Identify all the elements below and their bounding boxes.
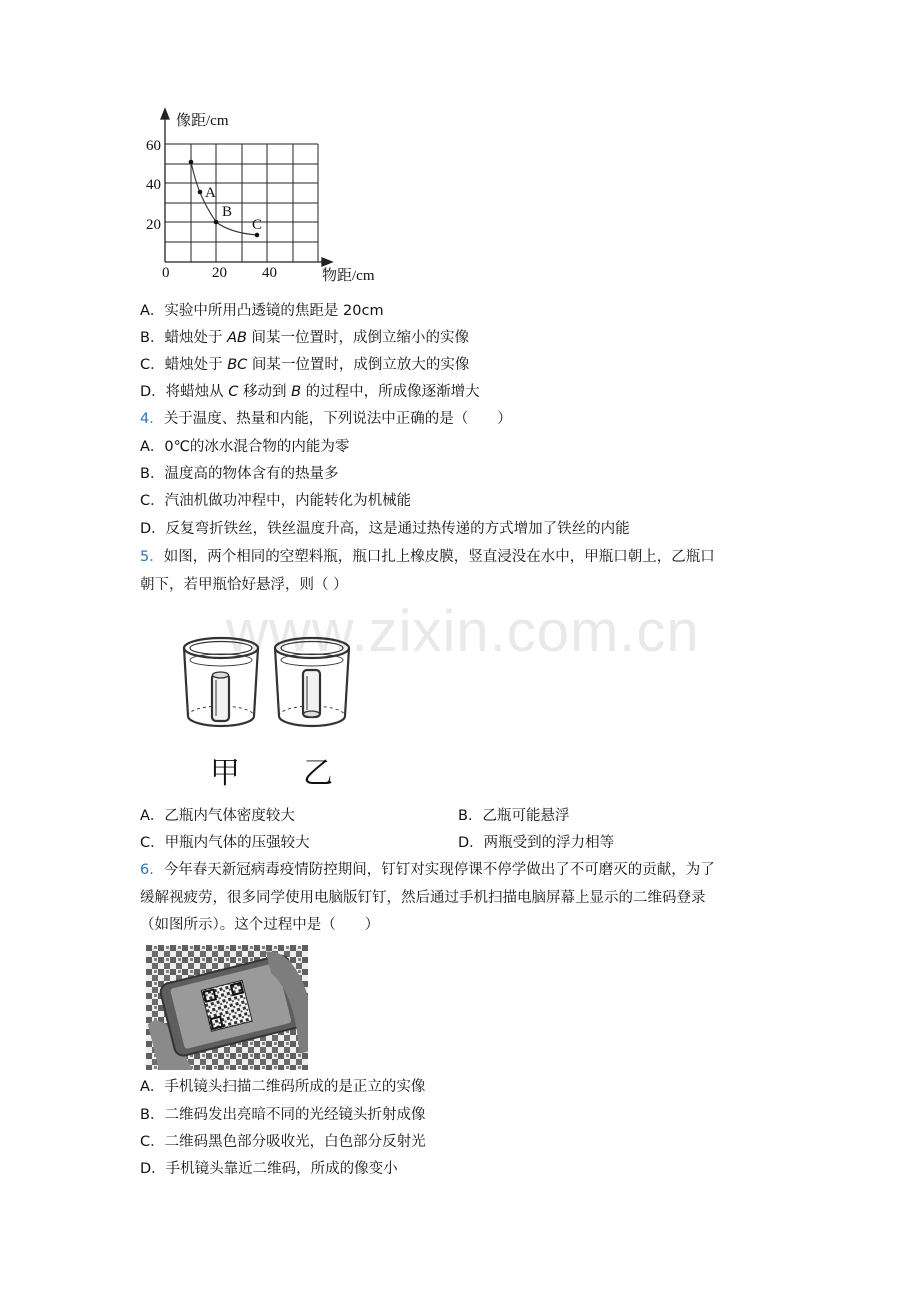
point-label-a: A: [205, 185, 216, 201]
q6-option-a: A．手机镜头扫描二维码所成的是正立的实像: [140, 1079, 426, 1095]
y-tick-20: 20: [146, 217, 161, 233]
q4-option-c: C．汽油机做功冲程中，内能转化为机械能: [140, 493, 412, 509]
watermark: www.zixin.com.cn: [226, 599, 700, 664]
point-label-b: B: [222, 204, 233, 220]
q6-option-c: C．二维码黑色部分吸收光，白色部分反射光: [140, 1134, 426, 1150]
y-axis-label: 像距/cm: [176, 113, 229, 129]
point-c: [255, 233, 260, 238]
q6-stem-line3: （如图所示）。这个过程中是（ ）: [140, 917, 380, 933]
beaker-right: [275, 638, 349, 726]
point-b: [214, 220, 219, 225]
q5-option-c: C．甲瓶内气体的压强较大: [140, 835, 310, 851]
q3-option-c: C．蜡烛处于 BC 间某一位置时，成倒立放大的实像: [140, 357, 470, 373]
q4-option-a: A．0℃的冰水混合物的内能为零: [140, 439, 350, 455]
x-tick-20: 20: [212, 265, 227, 281]
q4-option-d: D．反复弯折铁丝，铁丝温度升高，这是通过热传递的方式增加了铁丝的内能: [140, 521, 630, 537]
q4-stem: 4．关于温度、热量和内能，下列说法中正确的是（ ）: [140, 411, 512, 427]
phone-scanning-qr-photo: [146, 945, 308, 1070]
point-start: [189, 160, 194, 165]
y-axis-arrow: [161, 109, 169, 119]
x-axis-label: 物距/cm: [322, 268, 375, 284]
q4-number: 4．: [140, 411, 164, 427]
graph-grid: [165, 144, 318, 262]
x-axis-arrow: [322, 258, 332, 266]
y-tick-40: 40: [146, 177, 161, 193]
q6-option-d: D．手机镜头靠近二维码，所成的像变小: [140, 1161, 398, 1177]
q5-stem-line2: 朝下，若甲瓶恰好悬浮，则（ ）: [140, 577, 348, 593]
q3-option-b: B．蜡烛处于 AB 间某一位置时，成倒立缩小的实像: [140, 330, 470, 346]
q3-option-a: A．实验中所用凸透镜的焦距是 20cm: [140, 303, 384, 319]
q6-stem-line1: 6．今年春天新冠病毒疫情防控期间，钉钉对实现停课不停学做出了不可磨灭的贡献，为了: [140, 862, 715, 878]
q3-option-d: D．将蜡烛从 C 移动到 B 的过程中，所成像逐渐增大: [140, 384, 480, 400]
graph-curve: [191, 162, 257, 235]
q5-number: 5．: [140, 549, 164, 565]
label-jia: 甲: [210, 756, 240, 791]
y-tick-60: 60: [146, 138, 161, 154]
point-label-c: C: [252, 217, 263, 233]
point-a: [198, 190, 203, 195]
q6-stem-line2: 缓解视疲劳，很多同学使用电脑版钉钉，然后通过手机扫描电脑屏幕上显示的二维码登录: [140, 890, 706, 906]
bottles-in-water-figure: [170, 630, 370, 740]
label-yi: 乙: [303, 756, 333, 791]
q5-option-b: B．乙瓶可能悬浮: [458, 808, 570, 824]
q6-number: 6．: [140, 862, 164, 878]
q6-option-b: B．二维码发出亮暗不同的光经镜头折射成像: [140, 1107, 426, 1123]
x-tick-40: 40: [262, 265, 277, 281]
beaker-left: [184, 638, 258, 726]
x-tick-0: 0: [162, 265, 170, 281]
q4-option-b: B．温度高的物体含有的热量多: [140, 466, 339, 482]
q5-stem-line1: 5．如图，两个相同的空塑料瓶，瓶口扎上橡皮膜，竖直浸没在水中，甲瓶口朝上，乙瓶口: [140, 549, 715, 565]
q5-option-d: D．两瓶受到的浮力相等: [458, 835, 615, 851]
q5-option-a: A．乙瓶内气体密度较大: [140, 808, 295, 824]
image-distance-graph: [140, 105, 400, 285]
